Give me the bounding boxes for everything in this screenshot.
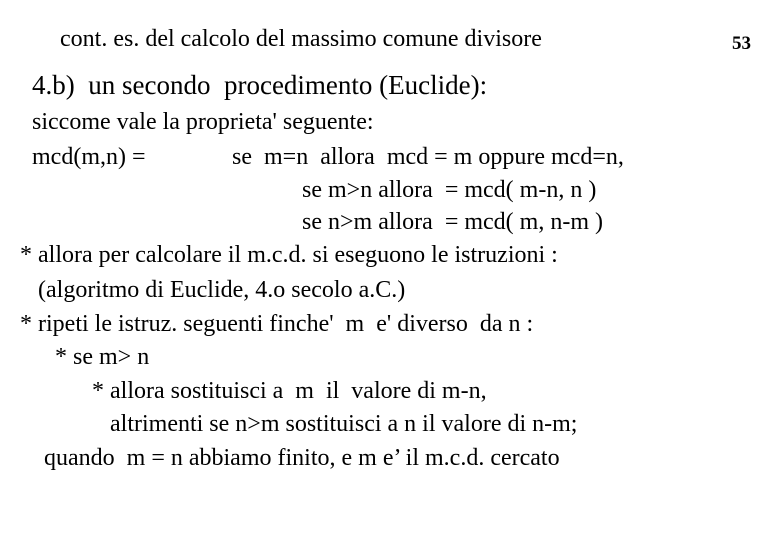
header-title: cont. es. del calcolo del massimo comune divisore: [60, 26, 542, 52]
body-line: altrimenti se n>m sostituisci a n il valore di n-m;: [110, 411, 578, 437]
body-line: se m=n allora mcd = m oppure mcd=n,: [232, 144, 624, 170]
body-line: siccome vale la proprieta' seguente:: [32, 109, 374, 135]
body-line: * allora per calcolare il m.c.d. si eseguono le istruzioni :: [20, 242, 558, 268]
body-line: (algoritmo di Euclide, 4.o secolo a.C.): [38, 277, 406, 303]
body-line: mcd(m,n) =: [32, 144, 146, 170]
section-title: 4.b) un secondo procedimento (Euclide):: [32, 70, 488, 100]
body-line: * se m> n: [55, 344, 150, 370]
body-line: * allora sostituisci a m il valore di m-n,: [92, 378, 487, 404]
page-number: 53: [732, 33, 751, 54]
body-line: se m>n allora = mcd( m-n, n ): [302, 177, 597, 203]
body-line: * ripeti le istruz. seguenti finche' m e' diverso da n :: [20, 311, 534, 337]
body-line: se n>m allora = mcd( m, n-m ): [302, 209, 603, 235]
body-line: quando m = n abbiamo finito, e m e’ il m.c.d. cercato: [44, 445, 560, 471]
